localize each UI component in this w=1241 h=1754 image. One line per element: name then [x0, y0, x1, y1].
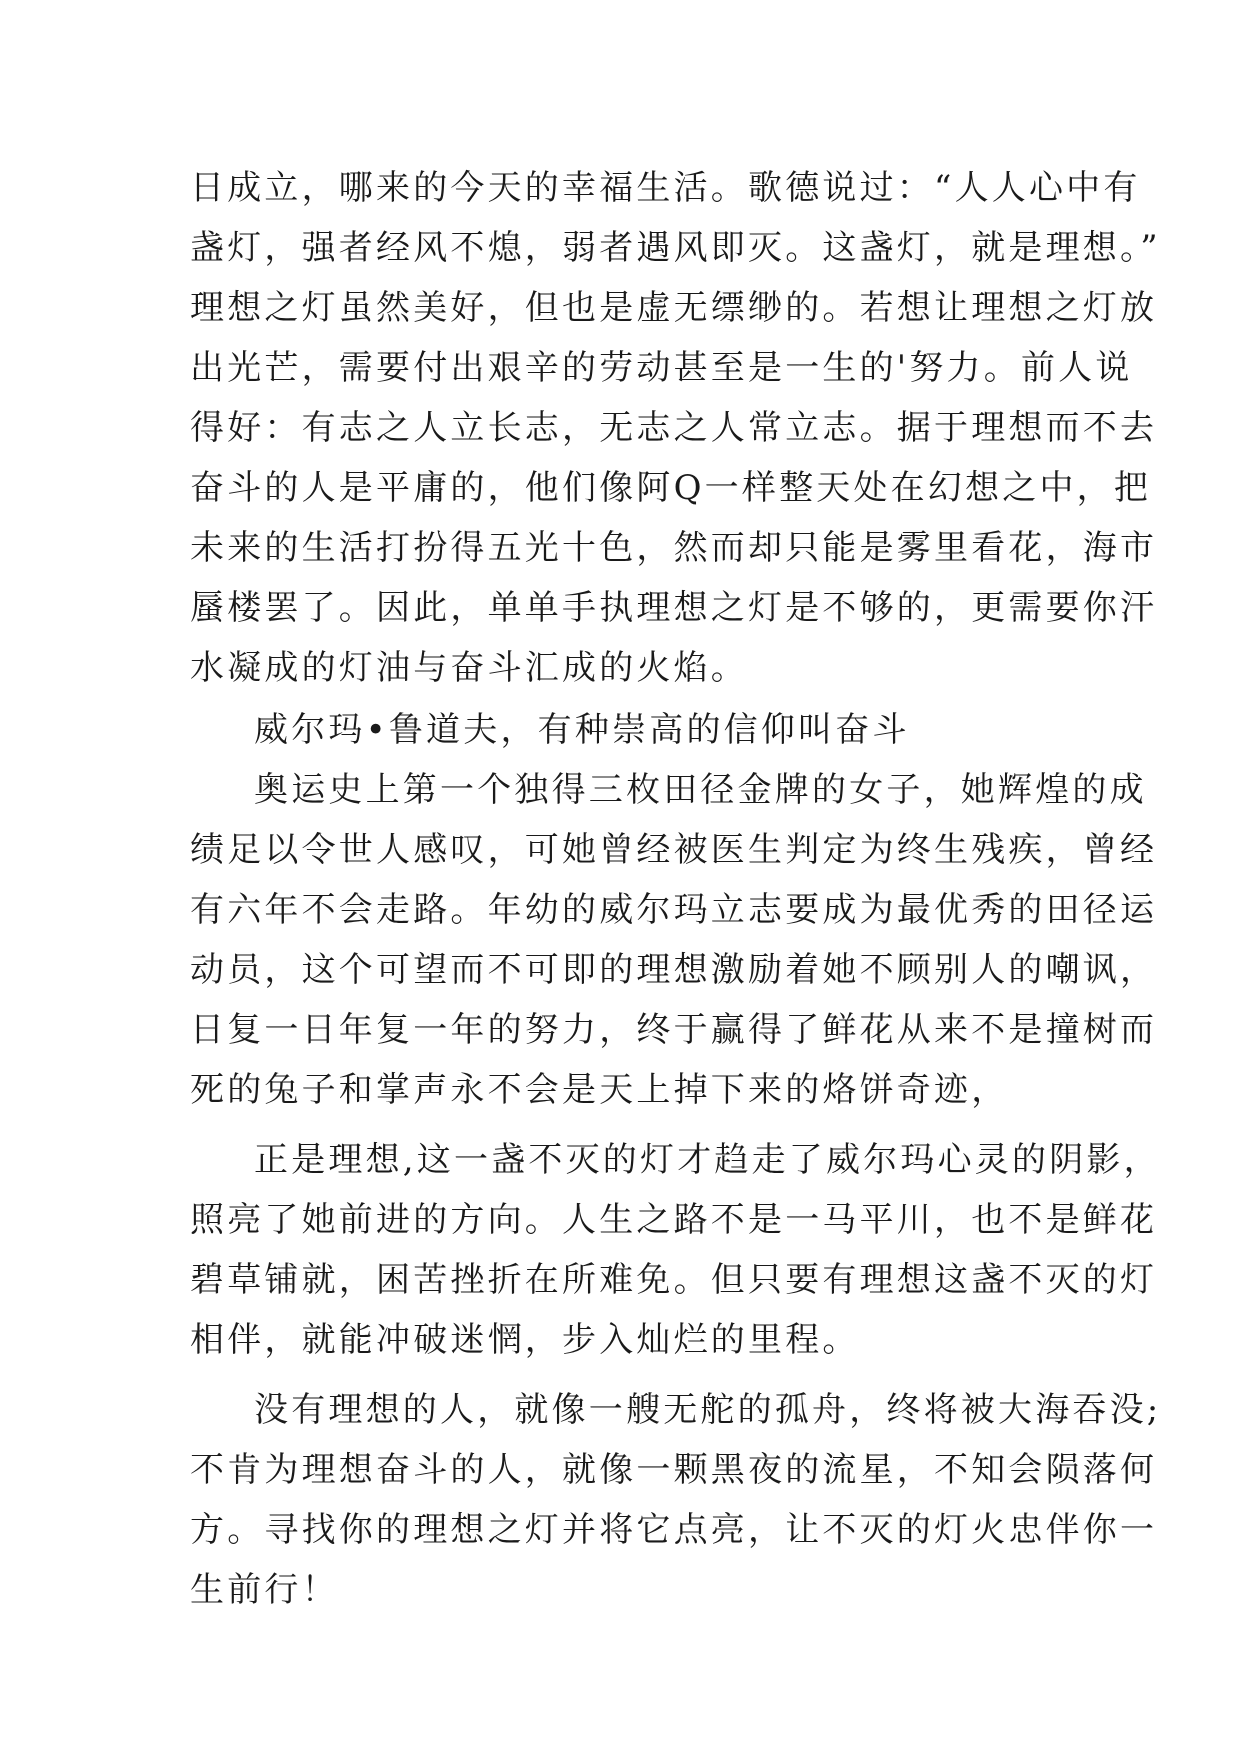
- document-body: [190, 158, 1162, 1620]
- text-line: 动员，这个可望而不可即的理想激励着她不顾别人的嘲讽，: [190, 950, 1158, 990]
- text-line: 没有理想的人，就像一艘无舵的孤舟，终将被大海吞没;: [254, 1390, 1162, 1430]
- text-line: 正是理想,这一盏不灭的灯才趋走了威尔玛心灵的阴影，: [254, 1140, 1161, 1180]
- section-heading: 威尔玛•鲁道夫，有种崇高的信仰叫奋斗: [254, 710, 910, 750]
- text-line: 奋斗的人是平庸的，他们像阿Q一样整天处在幻想之中，把: [190, 468, 1152, 508]
- text-line: 水凝成的灯油与奋斗汇成的火焰。: [190, 648, 748, 688]
- text-line: 理想之灯虽然美好，但也是虚无缥缈的。若想让理想之灯放: [190, 288, 1158, 328]
- text-line: 日成立，哪来的今天的幸福生活。歌德说过：“人人心中有: [190, 168, 1141, 208]
- text-line: 奥运史上第一个独得三枚田径金牌的女子，她辉煌的成: [254, 770, 1147, 810]
- text-line: 相伴，就能冲破迷惘，步入灿烂的里程。: [190, 1320, 860, 1360]
- text-line: 生前行！: [190, 1570, 339, 1610]
- text-line: 盏灯，强者经风不熄，弱者遇风即灭。这盏灯，就是理想。”: [190, 228, 1161, 268]
- text-line: 日复一日年复一年的努力，终于赢得了鲜花从来不是撞树而: [190, 1010, 1158, 1050]
- text-line: 蜃楼罢了。因此，单单手执理想之灯是不够的，更需要你汗: [190, 588, 1158, 628]
- text-line: 绩足以令世人感叹，可她曾经被医生判定为终生残疾，曾经: [190, 830, 1158, 870]
- text-line: 照亮了她前进的方向。人生之路不是一马平川，也不是鲜花: [190, 1200, 1158, 1240]
- text-line: 死的兔子和掌声永不会是天上掉下来的烙饼奇迹，: [190, 1070, 1009, 1110]
- text-line: 不肯为理想奋斗的人，就像一颗黑夜的流星，不知会陨落何: [190, 1450, 1158, 1490]
- text-line: 出光芒，需要付出艰辛的劳动甚至是一生的'努力。前人说: [190, 348, 1133, 388]
- text-line: 有六年不会走路。年幼的威尔玛立志要成为最优秀的田径运: [190, 890, 1158, 930]
- text-line: 得好：有志之人立长志，无志之人常立志。据于理想而不去: [190, 408, 1158, 448]
- text-line: 方。寻找你的理想之灯并将它点亮，让不灭的灯火忠伴你一: [190, 1510, 1158, 1550]
- text-line: 未来的生活打扮得五光十色，然而却只能是雾里看花，海市: [190, 528, 1158, 568]
- text-line: 碧草铺就，困苦挫折在所难免。但只要有理想这盏不灭的灯: [190, 1260, 1158, 1300]
